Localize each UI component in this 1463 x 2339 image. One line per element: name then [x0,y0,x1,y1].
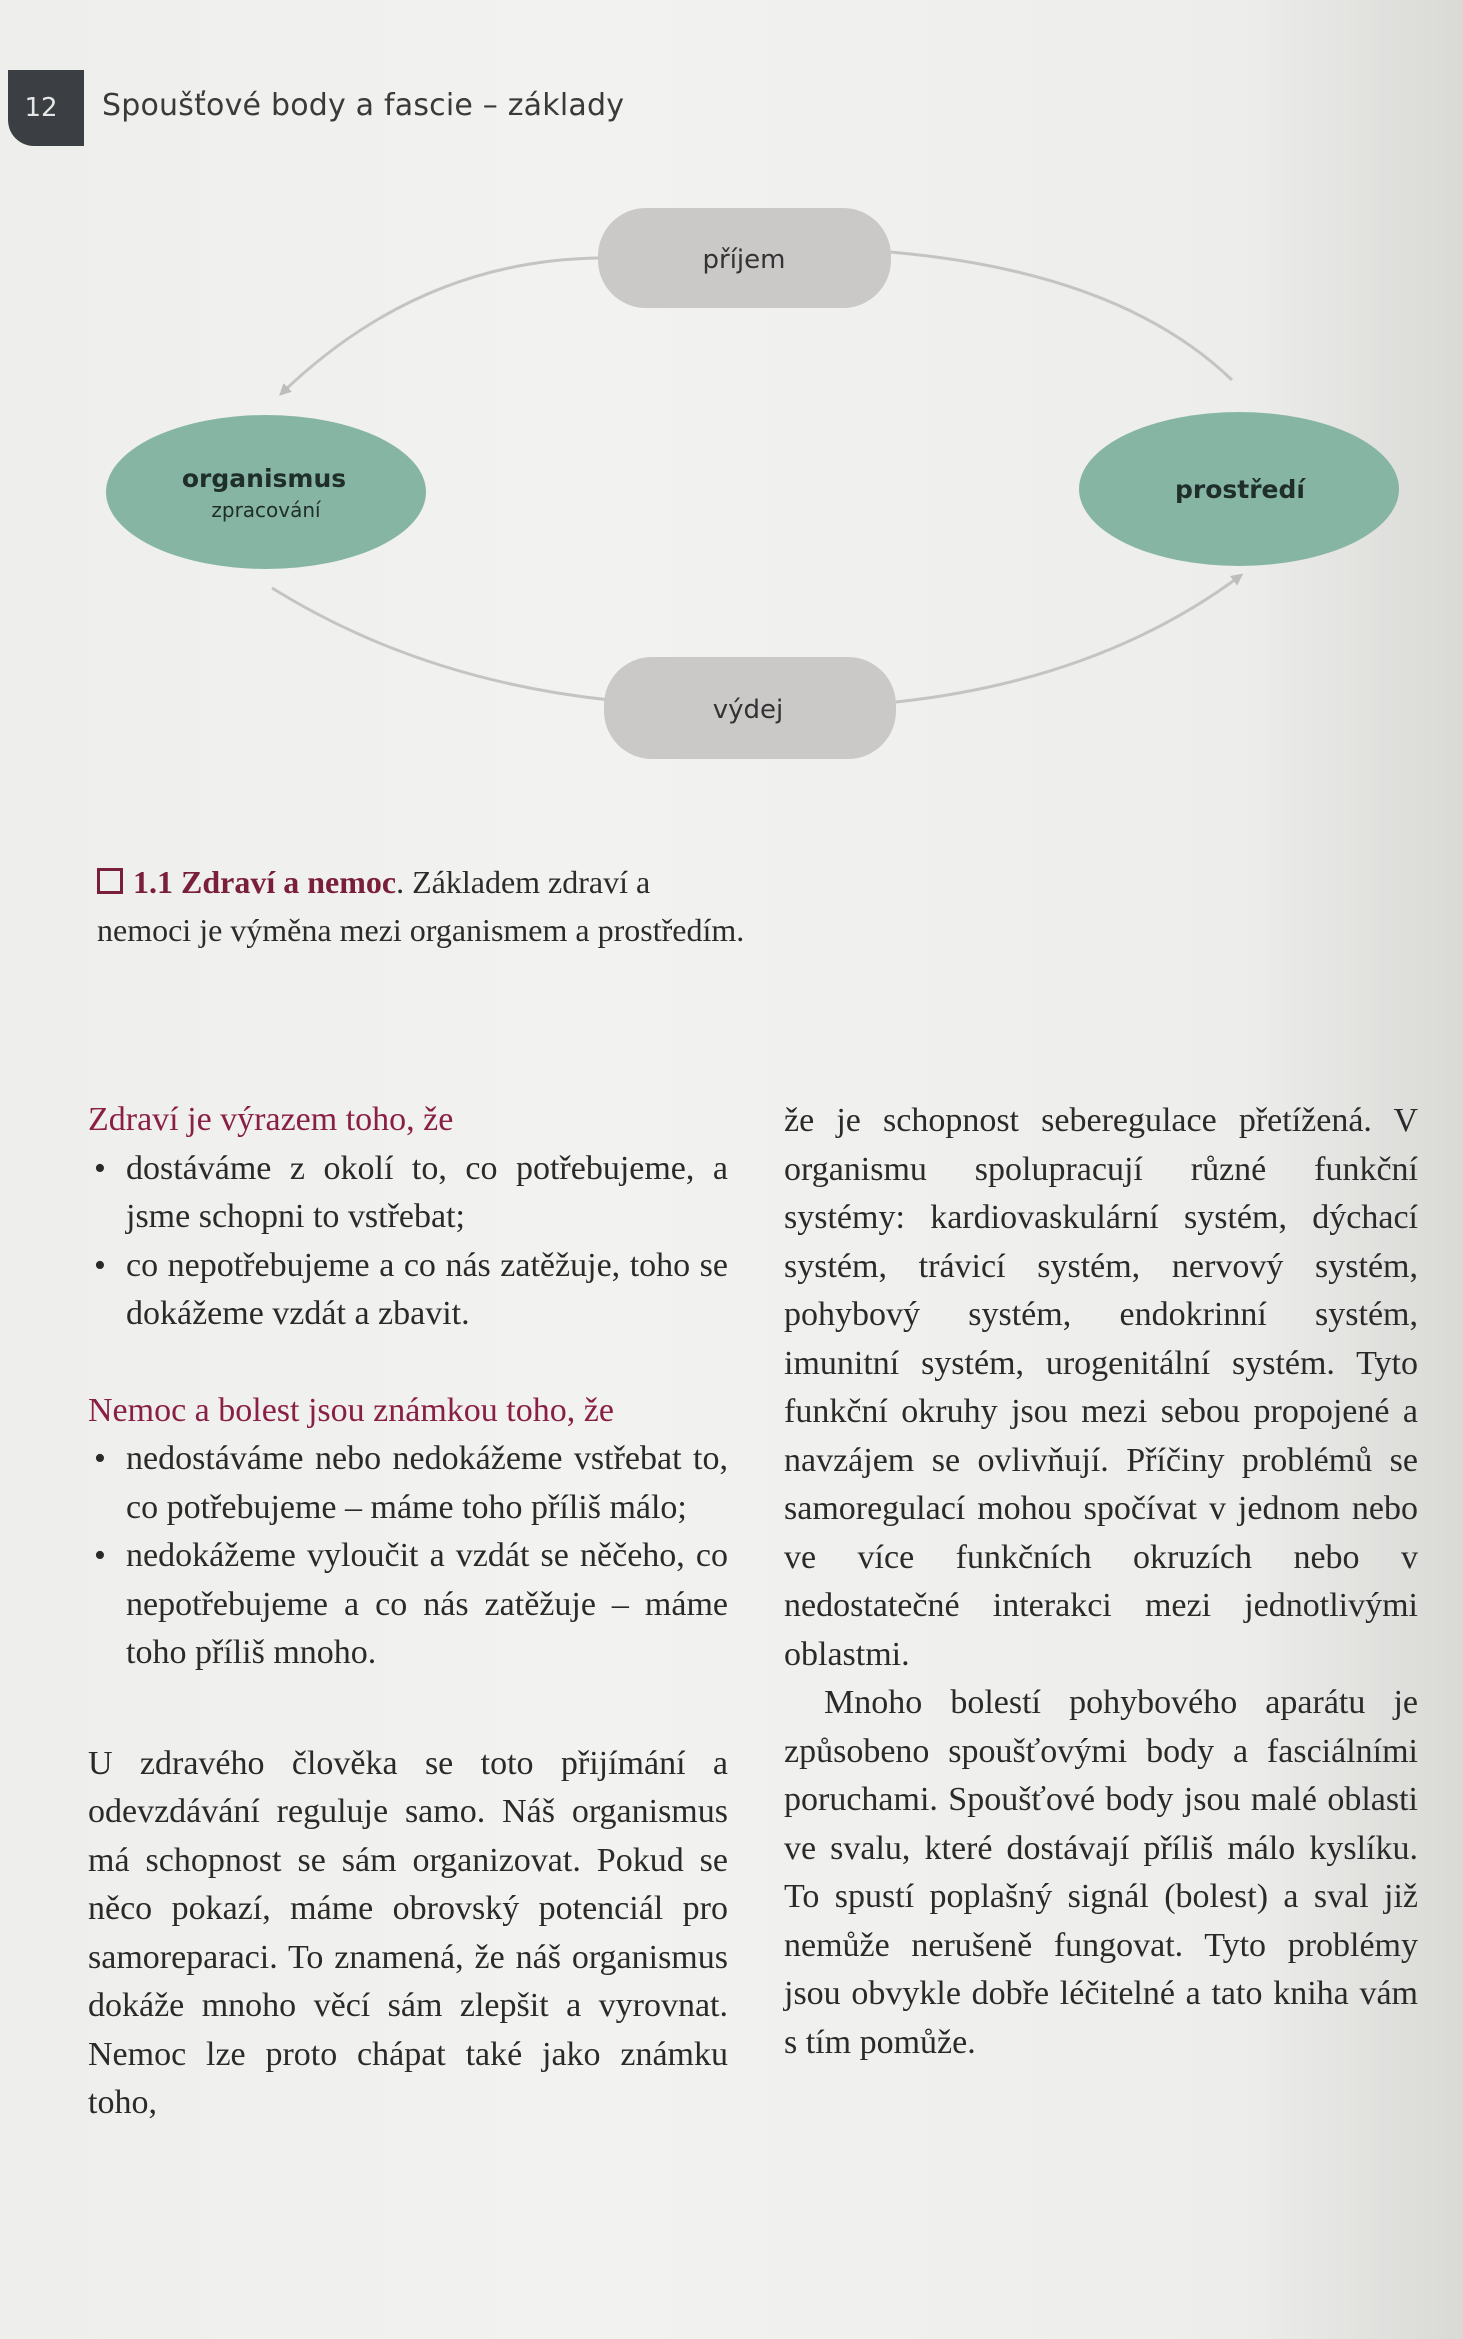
body-paragraph: Mnoho bolestí pohybového aparátu je způsobeno spoušťovými body a fasciálními poruchami. Spoušťové body jsou malé oblasti ve svalu, které dostávají příliš málo kyslíku. To spustí poplašný signál (bolest) a sval již nemůže nerušeně fungovat. Tyto problémy jsou obvykle dobře léčitelné a tato kniha vám s tím pomůže. [784,1684,1418,2061]
list-item: • nedostáváme nebo nedokážeme vstřebat to, co potřebujeme – máme toho příliš málo; [88,1435,728,1532]
health-list [88,1145,728,1339]
health-cycle-diagram [0,180,1463,780]
disease-heading: Nemoc a bolest jsou známkou toho, že [88,1391,614,1429]
left-column [88,1096,728,2128]
health-heading: Zdraví je výrazem toho, že [88,1101,454,1138]
figure-caption [97,858,747,954]
line-environment-to-intake [890,252,1232,380]
list-item: • co nepotřebujeme a co nás zatěžuje, toho se dokážeme vzdát a zbavit. [88,1242,728,1339]
body-paragraph: U zdravého člověka se toto přijímání a odevzdávání reguluje samo. Náš organismus má schopnost se sám organizovat. Pokud se něco pokazí, máme obrovský potenciál pro samoreparaci. To znamená, že náš organismus dokáže mnoho věcí sám zlepšit a vyrovnat. Nemoc lze proto chápat také jako známku toho, [88,1744,728,2121]
line-organism-to-output [272,588,610,700]
output-label: výdej [712,695,784,725]
arrow-intake-to-organism [282,258,600,393]
caption-text: . Základem zdraví a nemoci je výměna mezi organismem a prostředím. [97,864,745,948]
right-column [784,1097,1418,2067]
page-number-badge [8,70,84,146]
intake-label: příjem [702,245,786,275]
organism-label: organismus [181,464,347,493]
organism-sublabel: zpracování [211,498,321,522]
list-item: • nedokážeme vyloučit a vzdát se něčeho, co nepotřebujeme a co nás zatěžuje – máme toho příliš mnoho. [88,1532,728,1678]
disease-list [88,1435,728,1678]
body-paragraph: že je schopnost seberegulace přetížená. V organismu spolupracují různé funkční systémy: kardiovaskulární systém, dýchací systém, trávicí systém, nervový systém, pohybový systém, endokrinní systém, imunitní systém, urogenitální systém. Tyto funkční okruhy jsou mezi sebou propojené a navzájem se ovlivňují. Příčiny problémů se samoregulací mohou spočívat v jednom nebo ve více funkčních okruzích nebo v nedostatečné interakci mezi jednotlivými oblastmi. [784,1102,1418,1673]
page-number: 12 [24,93,58,123]
caption-label: 1.1 Zdraví a nemoc [133,864,397,900]
running-title: Spoušťové body a fascie – základy [102,88,625,123]
caption-square-icon [97,868,123,894]
list-item: • dostáváme z okolí to, co potřebujeme, a jsme schopni to vstřebat; [88,1145,728,1242]
arrow-output-to-environment [896,576,1240,702]
environment-label: prostředí [1175,475,1305,504]
